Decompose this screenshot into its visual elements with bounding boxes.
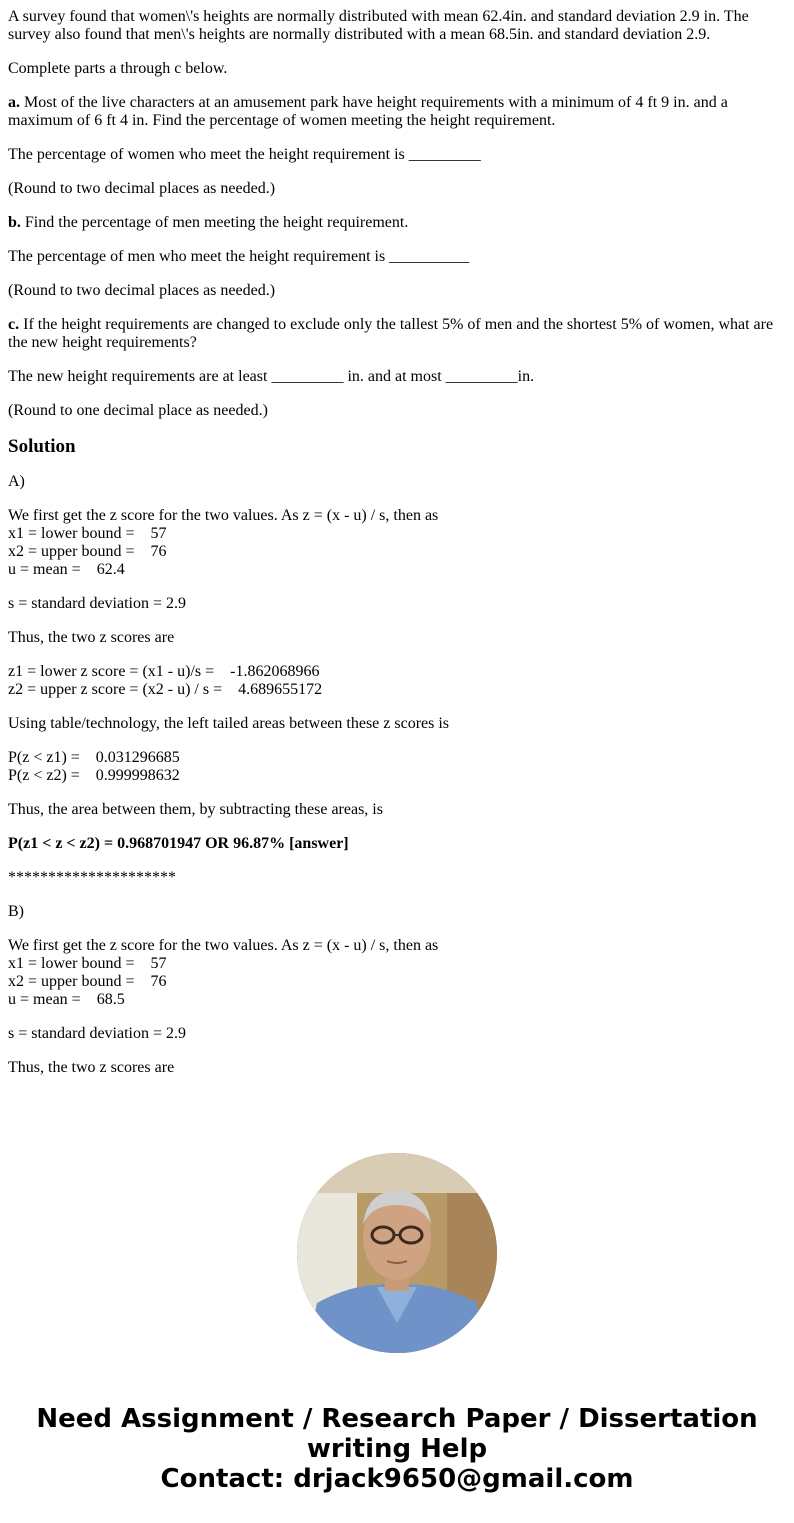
author-avatar <box>297 1153 497 1353</box>
solution-a-answer-text: P(z1 < z < z2) = 0.968701947 OR 96.87% [answer] <box>8 835 349 852</box>
author-portrait-icon <box>297 1153 497 1353</box>
part-b-text: Find the percentage of men meeting the height requirement. <box>20 214 409 231</box>
solution-a-u: u = mean = 62.4 <box>8 561 125 578</box>
solution-b-s: s = standard deviation = 2.9 <box>8 1025 187 1042</box>
document-body <box>8 0 784 1122</box>
solution-a-thus: Thus, the two z scores are <box>8 629 175 646</box>
solution-b-label: B) <box>8 903 24 920</box>
part-c-rounding: (Round to one decimal place as needed.) <box>8 402 268 419</box>
solution-b-u: u = mean = 68.5 <box>8 991 125 1008</box>
solution-a-given <box>8 507 784 579</box>
part-c-label: c. <box>8 316 20 333</box>
solution-heading: Solution <box>8 436 76 457</box>
solution-a-z2: z2 = upper z score = (x2 - u) / s = 4.689655172 <box>8 681 323 698</box>
contact-banner <box>0 1404 794 1494</box>
solution-separator: ********************* <box>8 869 176 886</box>
solution-b-x1: x1 = lower bound = 57 <box>8 955 167 972</box>
solution-a-p1: P(z < z1) = 0.031296685 <box>8 749 180 766</box>
solution-a-intro: We first get the z score for the two values. As z = (x - u) / s, then as <box>8 507 439 524</box>
part-a-rounding: (Round to two decimal places as needed.) <box>8 180 276 197</box>
solution-a-x1: x1 = lower bound = 57 <box>8 525 167 542</box>
solution-a-label: A) <box>8 473 25 490</box>
part-a-answer-line: The percentage of women who meet the height requirement is _________ <box>8 146 481 163</box>
solution-a-z1: z1 = lower z score = (x1 - u)/s = -1.862068966 <box>8 663 320 680</box>
problem-instruction: Complete parts a through c below. <box>8 60 228 77</box>
solution-a-p2: P(z < z2) = 0.999998632 <box>8 767 180 784</box>
solution-a-answer <box>8 835 784 853</box>
part-c-answer-line: The new height requirements are at least _________ in. and at most _________in. <box>8 368 535 385</box>
part-b-question <box>8 214 784 232</box>
part-a-label: a. <box>8 94 20 111</box>
solution-a-x2: x2 = upper bound = 76 <box>8 543 167 560</box>
solution-a-probabilities <box>8 749 784 785</box>
contact-line-2: writing Help <box>306 1434 488 1464</box>
problem-intro: A survey found that women\'s heights are normally distributed with mean 62.4in. and standard deviation 2.9 in. The survey also found that men\'s heights are normally distributed with a mean 68.5in. and standard deviation 2.9. <box>8 8 749 43</box>
part-a-text: Most of the live characters at an amusement park have height requirements with a minimum of 4 ft 9 in. and a maximum of 6 ft 4 in. Find the percentage of women meeting the height requirement. <box>8 94 728 129</box>
solution-b-given <box>8 937 784 1009</box>
contact-line-1: Need Assignment / Research Paper / Dissertation <box>36 1404 758 1434</box>
part-a-question <box>8 94 784 130</box>
part-b-answer-line: The percentage of men who meet the height requirement is __________ <box>8 248 470 265</box>
solution-a-area: Thus, the area between them, by subtracting these areas, is <box>8 801 383 818</box>
solution-a-table: Using table/technology, the left tailed areas between these z scores is <box>8 715 450 732</box>
solution-a-s: s = standard deviation = 2.9 <box>8 595 187 612</box>
solution-b-intro: We first get the z score for the two values. As z = (x - u) / s, then as <box>8 937 439 954</box>
part-c-text: If the height requirements are changed to exclude only the tallest 5% of men and the shortest 5% of women, what are the new height requirements? <box>8 316 774 351</box>
part-c-question <box>8 316 784 352</box>
solution-b-x2: x2 = upper bound = 76 <box>8 973 167 990</box>
part-b-label: b. <box>8 214 21 231</box>
solution-a-z-scores <box>8 663 784 699</box>
solution-b-thus: Thus, the two z scores are <box>8 1059 175 1076</box>
contact-email: Contact: drjack9650@gmail.com <box>160 1464 634 1494</box>
part-b-rounding: (Round to two decimal places as needed.) <box>8 282 276 299</box>
